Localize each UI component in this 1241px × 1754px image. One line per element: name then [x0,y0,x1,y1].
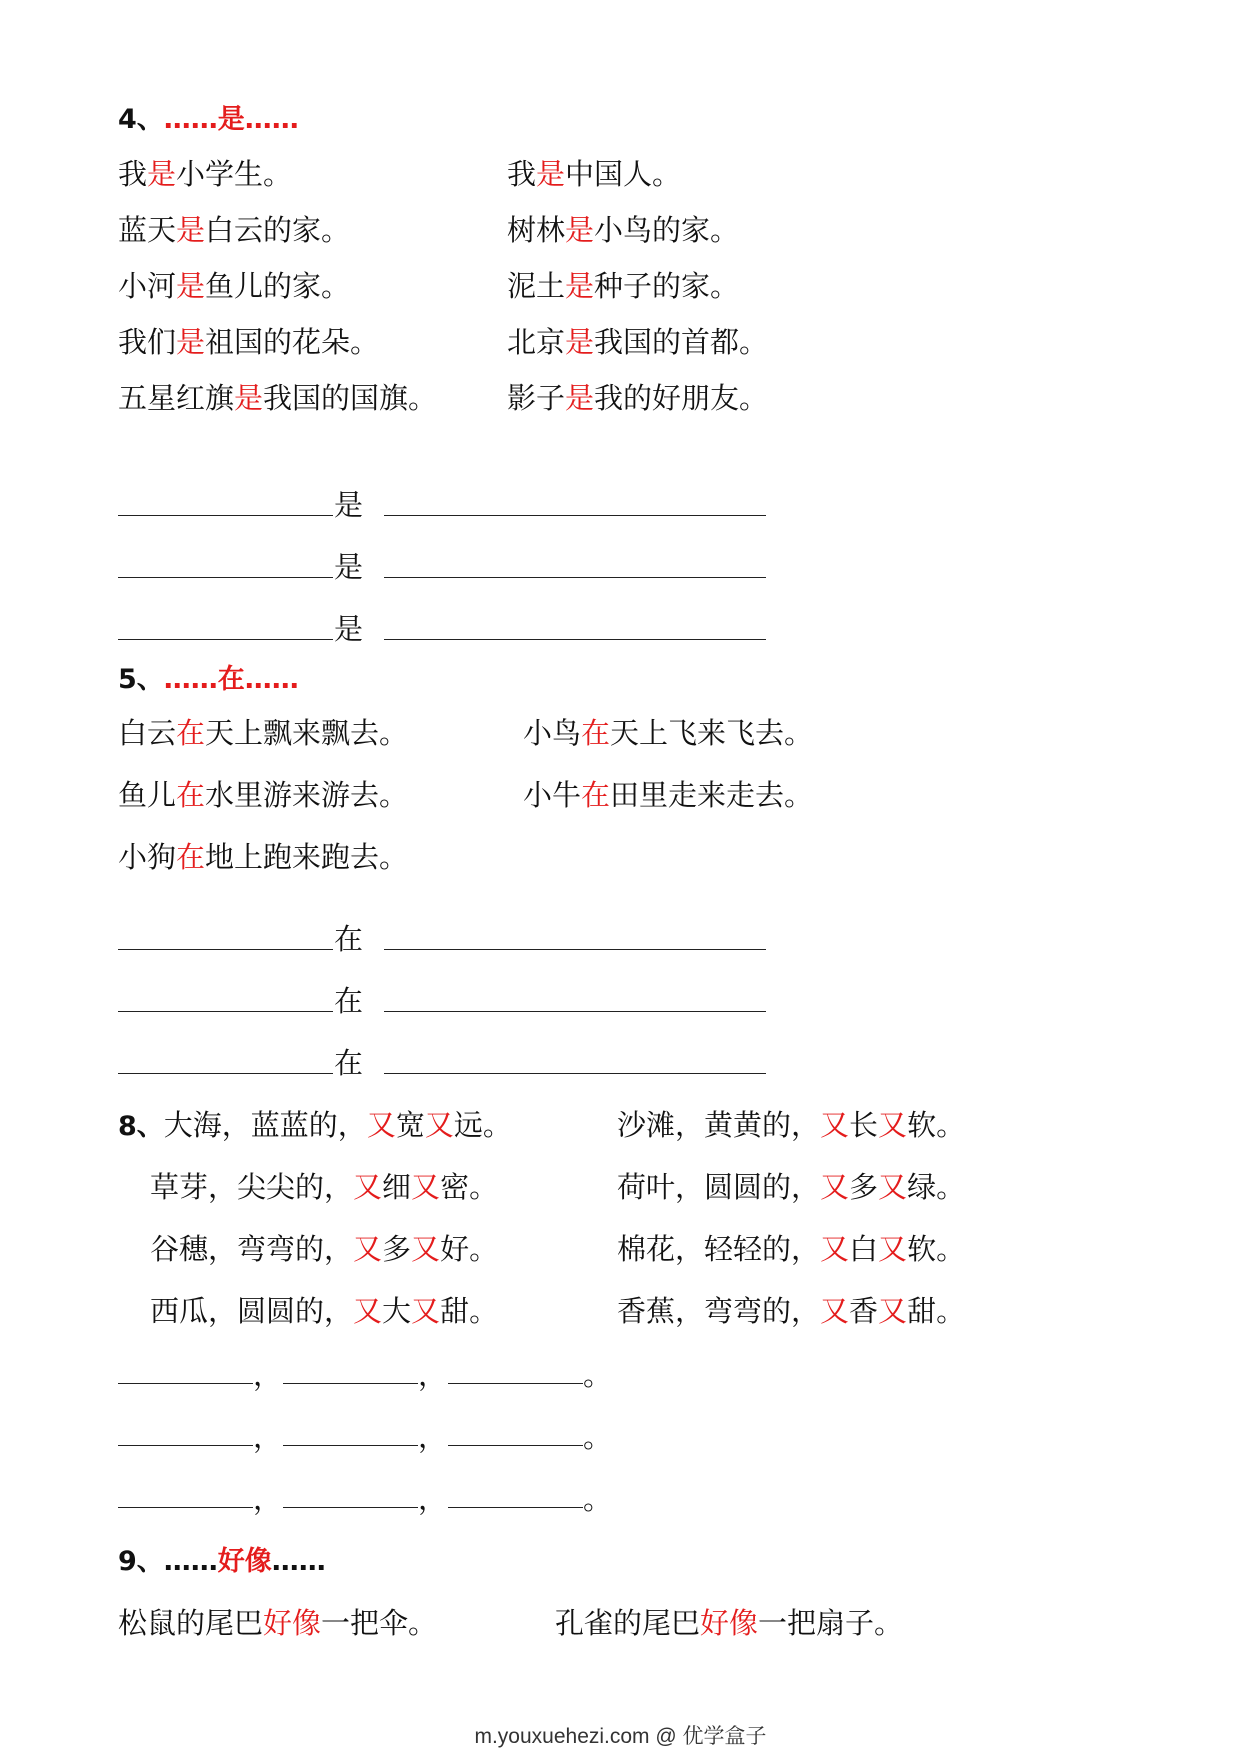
blank-line[interactable] [118,1011,333,1012]
sentence [118,264,350,305]
key-word: 是 [176,213,206,247]
sentence [507,152,681,193]
key-word: 是 [176,269,206,303]
blank-line[interactable] [118,1445,253,1446]
comma: ， [253,1482,283,1516]
key-word: 又 [411,1232,441,1266]
comma: ， [418,1482,448,1516]
sentence-part: 白 [849,1232,879,1266]
dots: …… [163,104,218,135]
period: 。 [583,1420,613,1454]
sentence-part: 水里游来游去。 [205,778,409,812]
section-9-heading [118,1539,326,1578]
section-4-heading [118,97,299,136]
dots: …… [244,104,299,135]
fill-word: 是 [334,612,364,646]
sentence-part: 软。 [907,1232,966,1266]
period: 。 [583,1482,613,1516]
blank-line[interactable] [118,1507,253,1508]
fill-word: 在 [334,922,364,956]
sentence [555,1601,903,1642]
sentence-part: 小河 [118,269,177,303]
sentence-part: 大 [382,1294,412,1328]
dots: …… [163,664,218,695]
blank-line[interactable] [384,639,766,640]
dots: …… [163,1546,218,1577]
sentence [507,208,739,249]
sentence-part: 鱼儿的家。 [205,269,351,303]
sentence-part: 我 [118,157,148,191]
sentence [150,1289,498,1330]
key-word: 好像 [700,1606,759,1640]
blank-line[interactable] [118,577,333,578]
blank-line[interactable] [384,1011,766,1012]
sentence-part: 孔雀的尾巴 [555,1606,701,1640]
key-word: 又 [366,1108,396,1142]
sentence-part: 松鼠的尾巴 [118,1606,264,1640]
sentence-part: 天上飞来飞去。 [610,716,814,750]
key-word: 在 [176,716,206,750]
sentence [523,773,813,814]
sentence-part: 小狗 [118,840,177,874]
sentence-part: 小鸟 [523,716,582,750]
sentence-part: 沙滩，黄黄的， [617,1108,821,1142]
period: 。 [583,1358,613,1392]
sentence [150,1227,498,1268]
section-5-heading [118,657,299,696]
comma: ， [253,1420,283,1454]
sentence-part: 白云 [118,716,177,750]
key-word: 在 [176,778,206,812]
sentence-part: 树林 [507,213,566,247]
sentence-part: 地上跑来跑去。 [205,840,409,874]
sentence [617,1227,965,1268]
blank-line[interactable] [118,515,333,516]
sentence-part: 小鸟的家。 [594,213,740,247]
sentence [617,1103,965,1144]
comma: ， [418,1358,448,1392]
sentence-part: 小牛 [523,778,582,812]
fill-word: 在 [334,1046,364,1080]
dots: …… [244,664,299,695]
section-number: 5、 [118,664,164,695]
key-word: 是 [565,381,595,415]
key-word: 是 [147,157,177,191]
key-word: 在 [176,840,206,874]
key-word: 又 [353,1232,383,1266]
sentence-part: 长 [849,1108,879,1142]
sentence [617,1289,965,1330]
sentence-part: 草芽，尖尖的， [150,1170,354,1204]
key-word: 又 [878,1232,908,1266]
fill-word: 是 [334,550,364,584]
key-word: 是 [234,381,264,415]
sentence-part: 祖国的花朵。 [205,325,380,359]
blank-line[interactable] [384,515,766,516]
sentence-part: 宽 [395,1108,425,1142]
sentence-part: 荷叶，圆圆的， [617,1170,821,1204]
sentence [523,711,813,752]
sentence-part: 我 [507,157,537,191]
blank-line[interactable] [448,1445,583,1446]
blank-line[interactable] [283,1383,418,1384]
sentence [118,376,437,417]
section-number: 9、 [118,1546,164,1577]
sentence [150,1165,498,1206]
key-word: 是 [565,269,595,303]
sentence-part: 绿。 [907,1170,966,1204]
sentence [507,264,739,305]
dots: …… [271,1546,326,1577]
footer-watermark: m.youxuehezi.com @ 优学盒子 [474,1725,767,1748]
sentence-part: 软。 [907,1108,966,1142]
sentence-part: 远。 [453,1108,512,1142]
sentence [118,320,379,361]
blank-line[interactable] [118,949,333,950]
section-number: 4、 [118,104,164,135]
sentence-part: 蓝天 [118,213,177,247]
sentence-part: 甜。 [440,1294,499,1328]
key-word: 又 [820,1170,850,1204]
sentence-part: 北京 [507,325,566,359]
key-word: 好像 [263,1606,322,1640]
sentence-part: 一把扇子。 [758,1606,904,1640]
comma: ， [418,1420,448,1454]
sentence [507,320,768,361]
blank-line[interactable] [118,1073,333,1074]
key-word: 是 [536,157,566,191]
key-word: 是 [176,325,206,359]
key-word: 又 [878,1170,908,1204]
sentence [118,1601,437,1642]
sentence-part: 鱼儿 [118,778,177,812]
sentence [118,152,292,193]
blank-line[interactable] [384,577,766,578]
sentence-part: 谷穗，弯弯的， [150,1232,354,1266]
sentence [118,1103,512,1144]
key-word: 在 [581,778,611,812]
sentence [118,208,350,249]
key-word: 又 [424,1108,454,1142]
blank-line[interactable] [118,639,333,640]
key-word: 又 [353,1294,383,1328]
sentence-part: 泥土 [507,269,566,303]
sentence-part: 多 [382,1232,412,1266]
sentence [118,711,408,752]
key-word: 是 [217,104,245,135]
blank-line[interactable] [283,1507,418,1508]
key-word: 是 [565,213,595,247]
key-word: 又 [411,1170,441,1204]
sentence-part: 影子 [507,381,566,415]
key-word: 在 [217,664,245,695]
sentence-part: 细 [382,1170,412,1204]
sentence-part: 密。 [440,1170,499,1204]
sentence-part: 小学生。 [176,157,293,191]
sentence-part: 天上飘来飘去。 [205,716,409,750]
sentence-part: 香蕉，弯弯的， [617,1294,821,1328]
sentence-part: 我国的国旗。 [263,381,438,415]
key-word: 又 [820,1108,850,1142]
sentence-part: 甜。 [907,1294,966,1328]
sentence-part: 田里走来走去。 [610,778,814,812]
sentence-part: 大海，蓝蓝的， [163,1108,367,1142]
key-word: 又 [820,1232,850,1266]
key-word: 好像 [217,1546,272,1577]
sentence [507,376,768,417]
fill-word: 在 [334,984,364,1018]
blank-line[interactable] [118,1383,253,1384]
blank-line[interactable] [384,949,766,950]
sentence-part: 我们 [118,325,177,359]
key-word: 在 [581,716,611,750]
sentence-part: 我国的首都。 [594,325,769,359]
sentence-part: 我的好朋友。 [594,381,769,415]
sentence-part: 西瓜，圆圆的， [150,1294,354,1328]
key-word: 又 [820,1294,850,1328]
sentence-part: 棉花，轻轻的， [617,1232,821,1266]
section-number: 8、 [118,1111,164,1142]
sentence [118,835,408,876]
sentence-part: 多 [849,1170,879,1204]
blank-line[interactable] [384,1073,766,1074]
blank-line[interactable] [283,1445,418,1446]
blank-line[interactable] [448,1383,583,1384]
fill-word: 是 [334,488,364,522]
key-word: 又 [353,1170,383,1204]
blank-line[interactable] [448,1507,583,1508]
sentence [617,1165,965,1206]
comma: ， [253,1358,283,1392]
sentence-part: 好。 [440,1232,499,1266]
key-word: 又 [878,1294,908,1328]
key-word: 又 [411,1294,441,1328]
sentence-part: 一把伞。 [321,1606,438,1640]
sentence-part: 种子的家。 [594,269,740,303]
key-word: 又 [878,1108,908,1142]
key-word: 是 [565,325,595,359]
sentence-part: 香 [849,1294,879,1328]
sentence [118,773,408,814]
sentence-part: 五星红旗 [118,381,235,415]
sentence-part: 白云的家。 [205,213,351,247]
sentence-part: 中国人。 [565,157,682,191]
